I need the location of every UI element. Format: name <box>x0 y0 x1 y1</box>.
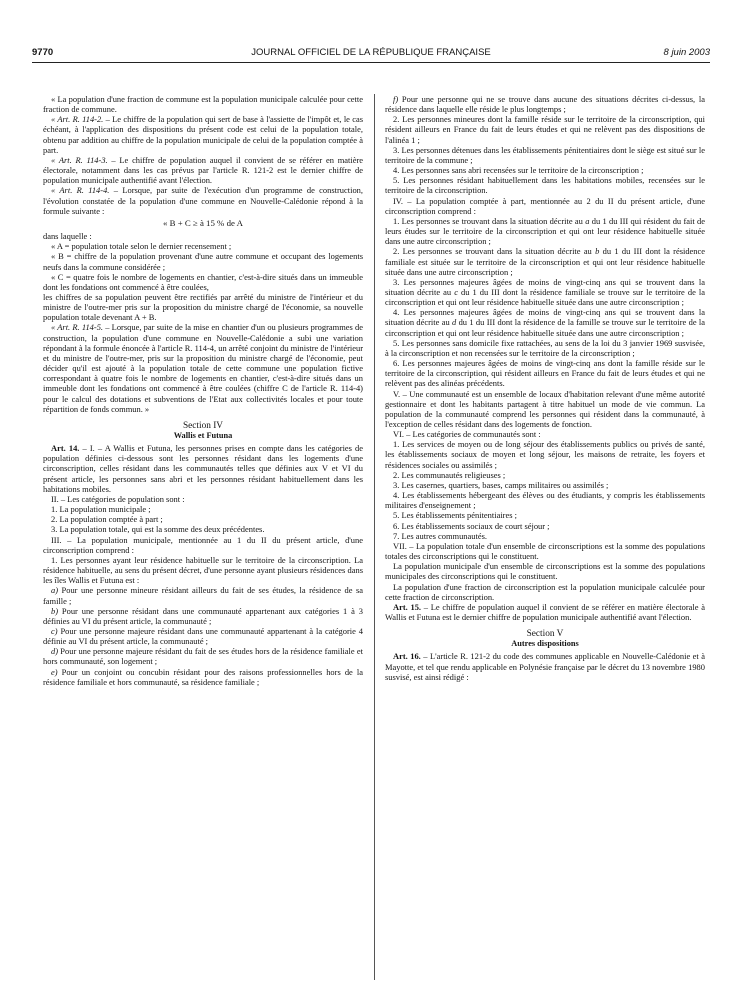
list-item: 4. Les personnes sans abri recensées sur le territoire de la circonscription ; <box>393 165 644 176</box>
article-text: – Le chiffre de population auquel il convient de se référer en matière électorale, notamment dans les cas prévus par l'article R. 121-2 est le dernier chiffre de population municipale authentifié avant l'élection. <box>43 154 363 186</box>
definition-b: « B = chiffre de la population provenant d'une autre commune et occupant des logements neufs dans la commune considérée ; <box>43 251 363 272</box>
list-item: 1. La population municipale ; <box>51 504 151 515</box>
article-14 <box>43 443 363 494</box>
column-divider <box>374 94 375 980</box>
item-text: 1. Les personnes se trouvant dans la situation décrite au <box>393 215 586 226</box>
definition-c: « C = quatre fois le nombre de logements en chantier, c'est-à-dire situés dans un immeuble dont les fondations ont commencé à être coulées, <box>43 271 363 292</box>
item-letter: f) <box>393 94 399 104</box>
list-item <box>43 606 363 626</box>
item-text: du 1 du III dont la résidence familiale se trouve sur le territoire de la circonscription et qui ont leur résidence habituelle située dans une autre circonscription ; <box>385 286 705 308</box>
list-item <box>43 646 363 666</box>
paragraph: La population municipale d'un ensemble de circonscriptions est la somme des populations municipales des circonscriptions qui le constituent. <box>385 561 705 582</box>
section-subheading: Autres dispositions <box>511 639 579 649</box>
item-letter: d <box>452 317 457 328</box>
list-item: 4. Les établissements hébergeant des élèves ou des étudiants, y compris les établissements militaires d'enseignement ; <box>385 490 705 511</box>
article-text: – Lorsque, par suite de l'exécution d'un programme de construction, l'évolution constatée de la population d'une commune en Nouvelle-Calédonie répond à la formule suivante : <box>43 185 363 216</box>
item-text: Pour une personne majeure résidant du fait de ses études hors de la résidence familiale et hors communauté, son logement ; <box>43 646 363 667</box>
list-item <box>385 94 705 114</box>
paragraph: IV. – La population comptée à part, mentionnée au 2 du II du présent article, d'une circonscription comprend : <box>385 195 705 216</box>
publication-date: 8 juin 2003 <box>663 47 710 58</box>
item-text: du 1 du III qui résident du fait de leurs études sur le territoire de la circonscription et qui ont leur résidence habituelle située dans une autre circonscription ; <box>385 215 705 247</box>
list-item: 3. La population totale, qui est la somme des deux précédentes. <box>51 524 265 535</box>
list-item: 5. Les personnes sans domicile fixe rattachées, au sens de la loi du 3 janvier 1969 susvisée, à la circonscription et non recensées sur le territoire de la circonscription ; <box>385 337 705 358</box>
list-item: 3. Les casernes, quartiers, bases, camps militaires ou assimilés ; <box>393 479 609 490</box>
article-text: – Le chiffre de la population qui sert de base à l'assiette de l'impôt et, le cas échéant, à l'application des dispositions du présent code est celui de la population totale, obtenu par addition au chiffre de la population municipale de celui de la population comptée à part. <box>43 114 363 155</box>
paragraph: V. – Une communauté est un ensemble de locaux d'habitation relevant d'une même autorité gestionnaire et dont les habitants partagent à titre habituel un mode de vie commun. La population de la communauté comprend les personnes qui résident dans la communauté, à l'exception de celles résidant dans des logements de fonction. <box>385 388 705 429</box>
article-ref: « Art. R. 114-3. <box>51 154 108 165</box>
header-rule <box>32 62 710 63</box>
article-r114-4 <box>43 185 363 215</box>
item-text: 2. Les personnes se trouvant dans la situation décrite au <box>393 246 596 257</box>
page-number: 9770 <box>32 47 54 58</box>
list-item: 7. Les autres communautés. <box>393 530 487 541</box>
section-subheading: Wallis et Futuna <box>173 431 233 440</box>
item-letter: d) <box>51 646 59 657</box>
item-text: du 1 du III dont la résidence de la famille se trouve sur le territoire de la circonscription et qui ont leur résidence habituelle située dans une autre circonscription ; <box>385 317 706 338</box>
right-column <box>385 94 705 682</box>
list-item: 1. Les services de moyen ou de long séjour des établissements publics ou privés de santé, les établissements sociaux de moyen et long séjour, les maisons de retraite, les foyers et résidences sociales ou assimilés ; <box>385 439 705 470</box>
article-15 <box>385 602 705 622</box>
list-item: 6. Les personnes majeures âgées de moins de vingt-cinq ans dont la famille réside sur le territoire de la circonscription, qui résident ailleurs en France du fait de leurs études et qui ne relèvent pas des alinéas précédents. <box>385 358 705 389</box>
list-item: 2. Les personnes mineures dont la famille réside sur le territoire de la circonscription, qui résident ailleurs en France du fait de leurs études et qui ne relèvent pas des dispositions de l'alinéa 1 ; <box>385 114 705 145</box>
article-text: – Le chiffre de population auquel il convient de se référer en matière électorale à Wallis et Futuna est le dernier chiffre de population municipale authentifié avant l'élection. <box>385 601 705 622</box>
article-16 <box>385 651 705 681</box>
article-r114-5 <box>43 322 363 413</box>
article-text: – I. – A Wallis et Futuna, les personnes prises en compte dans les catégories de population définies ci-dessous sont les personnes résidant dans les logements d'une circonscription, celles résidant dans les communautés telles que définies aux V et VI du présent article, les personnes sans abri et les personnes résidant habituellement dans les habitations mobiles. <box>43 443 364 494</box>
list-item <box>43 626 363 646</box>
paragraph: La population d'une fraction de circonscription est la population municipale calculée pour cette fraction de circonscription. <box>385 581 705 602</box>
list-item <box>385 246 705 276</box>
list-item: 3. Les personnes détenues dans les établissements pénitentiaires dont le siège est situé sur le territoire de la commune ; <box>385 144 705 165</box>
item-text: Pour une personne qui ne se trouve dans aucune des situations décrites ci-dessus, la résidence dans laquelle elle réside le plus longtemps ; <box>385 94 705 115</box>
list-item: 2. Les communautés religieuses ; <box>393 469 506 480</box>
article-ref: « Art. R. 114-4. <box>51 185 110 196</box>
article-text: – L'article R. 121-2 du code des communes applicable en Nouvelle-Calédonie et à Mayotte, et tel que rendu applicable en Polynésie française par le décret du 13 novembre 1980 susvisé, est ainsi rédigé : <box>385 651 705 682</box>
item-letter: b) <box>51 605 59 616</box>
page-header <box>32 47 710 61</box>
item-text: 3. Les personnes majeures âgées de moins de vingt-cinq ans qui se trouvent dans la situation décrite au <box>385 276 705 297</box>
item-text: du 1 du III dont la résidence familiale est située sur le territoire de la circonscription et qui ont leur résidence habituelle située dans une autre circonscription ; <box>385 246 705 277</box>
article-ref: Art. 16. <box>393 651 421 662</box>
paragraph: VII. – La population totale d'un ensemble de circonscriptions est la somme des populations totales des circonscriptions qui le constituent. <box>385 540 705 562</box>
formula: « B + C ≥ à 15 % de A <box>163 217 243 228</box>
item-text: Pour un conjoint ou concubin résidant pour des raisons professionnelles hors de la résidence familiale et hors communauté, sa résidence familiale ; <box>43 666 363 687</box>
section-heading: Section V <box>526 629 564 640</box>
item-text: Pour une personne mineure résidant ailleurs du fait de ses études, la résidence de sa famille ; <box>43 585 363 606</box>
article-r114-2 <box>43 114 363 155</box>
definition-a: « A = population totale selon le dernier recensement ; <box>51 241 232 252</box>
list-item: 2. La population comptée à part ; <box>51 514 163 525</box>
item-letter: a) <box>51 585 59 596</box>
list-item <box>385 277 705 307</box>
item-text: Pour une personne résidant dans une communauté appartenant aux catégories 1 à 3 définies au VI du présent article, la communauté ; <box>43 605 363 626</box>
list-item <box>43 667 363 687</box>
paragraph: les chiffres de sa population peuvent être rectifiés par arrêté du ministre de l'intérieur et du ministre de l'outre-mer pris sur la proposition du ministre chargé de l'économie, sa nouvelle population totale devenant A + B. <box>43 291 363 323</box>
item-text: 4. Les personnes majeures âgées de moins de vingt-cinq ans qui se trouvent dans la situation décrite au <box>385 307 705 328</box>
list-item: 1. Les personnes ayant leur résidence habituelle sur le territoire de la circonscription. La résidence habituelle, au sens du présent décret, d'une personne ayant plusieurs résidences dans les îles Wallis et Futuna est : <box>43 554 363 586</box>
article-ref: « Art. R. 114-2. <box>51 114 104 125</box>
item-text: Pour une personne majeure résidant dans une communauté appartenant à la catégorie 4 définie au VI du présent article, la communauté ; <box>43 625 363 647</box>
article-text: – Lorsque, par suite de la mise en chantier d'un ou plusieurs programmes de construction, la population d'une commune en Nouvelle-Calédonie a subi une variation répondant à la formule énoncée à l'article R. 114-4, un arrêté conjoint du ministre de l'intérieur et du ministre de l'outre-mer, pris sur la proposition du ministre chargé de l'économie, peut décider qu'il est ajouté à la population totale de cette commune une population fictive correspondant à quatre fois le nombre de logements en chantier, c'est-à-dire situés dans un immeuble dont les fondations ont commencé à être coulées (chiffre C de l'article R. 114-4) pour le calcul des dotations et subventions de l'Etat aux collectivités locales et pour toute répartition de fonds commun. » <box>43 322 364 414</box>
article-ref: « Art. R. 114-5. <box>51 322 104 333</box>
paragraph: II. – Les catégories de population sont : <box>51 493 185 504</box>
article-ref: Art. 15. <box>393 601 422 612</box>
item-letter: a <box>585 215 590 226</box>
paragraph: III. – La population municipale, mentionnée au 1 du II du présent article, d'une circonscription comprend : <box>43 534 363 555</box>
article-ref: Art. 14. <box>51 443 80 454</box>
item-letter: b <box>595 246 600 257</box>
section-heading: Section IV <box>182 420 224 431</box>
list-item: 5. Les personnes résidant habituellement dans les habitations mobiles, recensées sur le territoire de la circonscription. <box>385 175 705 196</box>
list-item: 5. Les établissements pénitentiaires ; <box>393 510 517 521</box>
list-item <box>43 585 363 605</box>
paragraph: « La population d'une fraction de commune est la population municipale calculée pour cette fraction de commune. <box>43 94 363 115</box>
article-r114-3 <box>43 155 363 185</box>
list-item <box>385 216 705 246</box>
list-item: 6. Les établissements sociaux de court séjour ; <box>393 520 550 531</box>
item-letter: e) <box>51 666 58 677</box>
list-item <box>385 307 705 337</box>
left-column <box>43 94 363 687</box>
item-letter: c <box>454 286 458 297</box>
paragraph: VI. – Les catégories de communautés sont : <box>393 429 541 440</box>
journal-title: JOURNAL OFFICIEL DE LA RÉPUBLIQUE FRANÇAISE <box>251 47 491 58</box>
paragraph: dans laquelle : <box>43 231 92 242</box>
item-letter: c) <box>51 625 58 636</box>
